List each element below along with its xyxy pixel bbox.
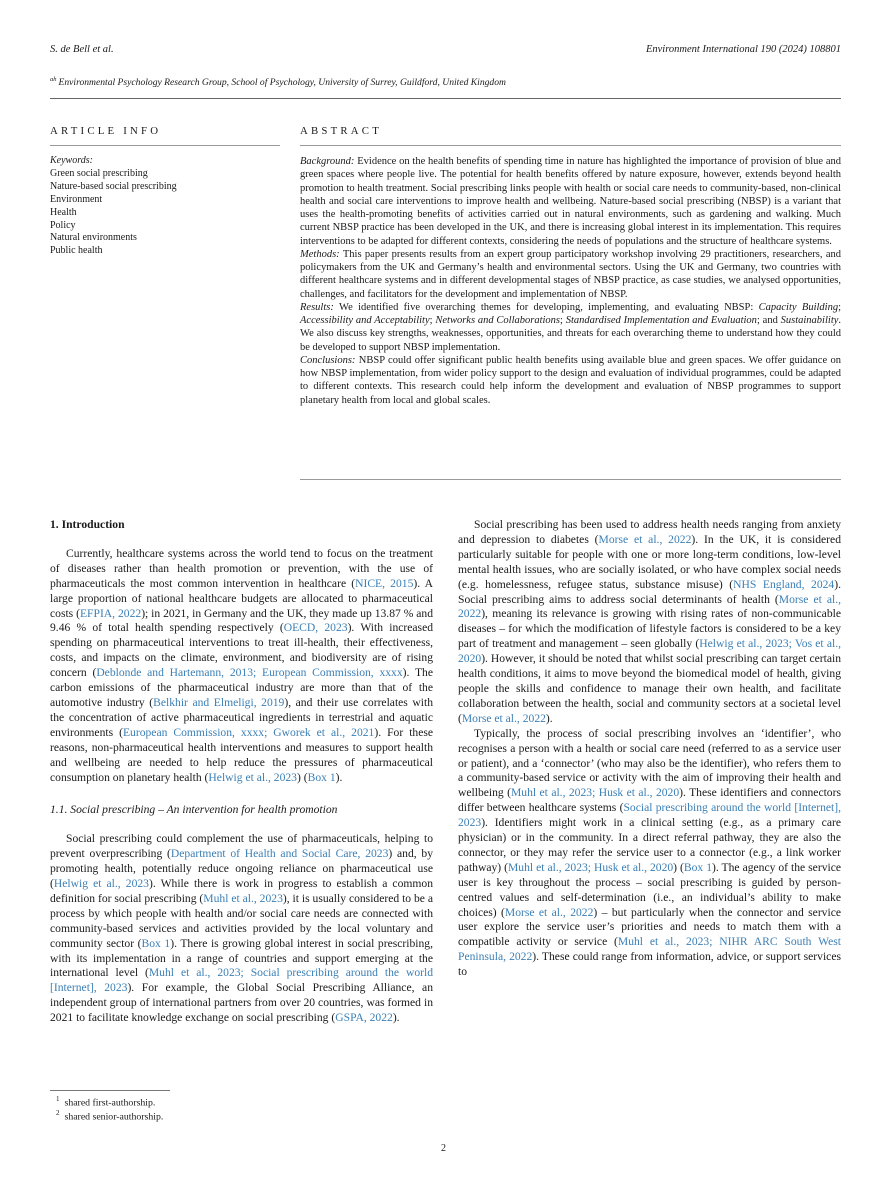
- citation-link[interactable]: OECD, 2023: [283, 621, 348, 635]
- paragraph: [50, 547, 433, 786]
- keyword-item: Natural environments: [50, 232, 137, 244]
- box-link[interactable]: Box 1: [683, 860, 713, 874]
- methods-label: Methods:: [300, 248, 340, 260]
- footnote-text: shared senior-authorship.: [64, 1111, 164, 1123]
- theme-networks: Networks and Collaborations: [435, 315, 561, 326]
- text: ) (: [673, 860, 684, 874]
- citation-link[interactable]: Helwig et al., 2023: [53, 877, 149, 891]
- citation-link[interactable]: Department of Health and Social Care, 2023: [170, 847, 389, 861]
- background-label: Background:: [300, 156, 355, 167]
- running-header-journal: Environment International 190 (2024) 108801: [645, 44, 841, 55]
- text: Social prescribing could complement the use of pharmaceuticals, helping to prevent overprescribing (: [50, 832, 433, 861]
- text: ) (: [296, 770, 308, 784]
- results-sep: ;: [560, 315, 566, 326]
- citation-link[interactable]: NHS England, 2024: [733, 577, 835, 591]
- text: ). However, it should be noted that whilst social prescribing can target certain health conditions, it aims to move beyond the biomedical model of health, giving people the skills and confidence to manage their own health, and facilitate collaboration between the health, social and community sectors at a societal level (: [458, 652, 841, 725]
- text: ); in 2021, in Germany and the UK, they made up 13.87 % and 9.46 % of total health spending respectively (: [50, 606, 434, 635]
- abstract-divider: [300, 145, 841, 146]
- text: ). For example, the Global Social Prescribing Alliance, an independent group of international partners from over 20 countries, was formed in 2021 to facilitate knowledge exchange on social prescribing (: [50, 981, 433, 1025]
- paragraph: [458, 518, 841, 727]
- text: ). The agency of the service user is key throughout the process – social prescribing is guided by person-centred values and self-determination (i.e., an individual’s ability to make choices) (: [458, 860, 842, 919]
- keyword-item: Public health: [50, 245, 103, 257]
- citation-link[interactable]: NICE, 2015: [355, 576, 414, 590]
- page-number: 2: [441, 1143, 446, 1154]
- footnote-1: [56, 1095, 155, 1108]
- results-sep: ; and: [756, 315, 781, 326]
- footnote-mark: 2: [56, 1109, 60, 1117]
- footnote-mark: 1: [56, 1095, 60, 1103]
- article-info-divider: [50, 145, 280, 146]
- keyword-item: Policy: [50, 219, 76, 231]
- methods-text: This paper presents results from an expert group participatory workshop involving 29 practitioners, researchers, and policymakers from the UK and Germany’s health and environmental sectors. Using the UK and Germany, two countries with different healthcare systems and in different developmental stages of NBSP practice, as case studies, we analysed opportunities, challenges, and facilitators for the development and implementation of NBSP.: [300, 248, 841, 300]
- text: ), meaning its relevance is growing with rising rates of non-communicable diseases – for which the modification of lifestyle factors is considered to be a key part of treatment and management – seen globally (: [458, 607, 841, 651]
- text: ). There is growing global interest in social prescribing, with its implementation in a range of countries and support emerging at the international level (: [50, 936, 433, 980]
- section-heading-introduction: 1. Introduction: [50, 518, 125, 531]
- text: Social prescribing has been used to address health needs ranging from anxiety and depression to diabetes (: [458, 518, 841, 546]
- keyword-item: Nature-based social prescribing: [50, 180, 177, 192]
- results-label: Results:: [300, 301, 334, 313]
- citation-link[interactable]: Deblonde and Hartemann, 2013; European Commission, xxxx: [96, 666, 403, 680]
- text: Currently, healthcare systems across the world tend to focus on the treatment of diseases rather than health promotion or prevention, with the use of pharmaceuticals the most common intervention in healthcare (: [50, 546, 433, 590]
- citation-link[interactable]: Muhl et al., 2023; Husk et al., 2020: [508, 860, 674, 874]
- running-header-authors: S. de Bell et al.: [50, 44, 114, 55]
- affiliation-text: Environmental Psychology Research Group, School of Psychology, University of Surrey, Guildford, United Kingdom: [58, 77, 506, 89]
- text: ). The carbon emissions of the pharmaceutical industry are more than that of the automotive industry (: [50, 666, 433, 709]
- affiliation-mark: ah: [50, 76, 57, 83]
- text: ). These identifiers and connectors differ between healthcare systems (: [458, 786, 841, 815]
- citation-link[interactable]: Morse et al., 2022: [504, 905, 594, 919]
- abstract-conclusions: [300, 354, 841, 407]
- body-column-right: [458, 518, 841, 980]
- footnote-text: shared first-authorship.: [64, 1097, 156, 1109]
- text: ). In the UK, it is considered particularly suitable for people with one or more long-term conditions, low-level mental health issues, who are socially isolated, or who have complex social needs (e.g. homelessness, refugee status, substance misuse) (: [458, 532, 841, 591]
- article-info-title: ARTICLE INFO: [50, 125, 162, 137]
- results-sep: ;: [429, 315, 436, 326]
- conclusions-label: Conclusions:: [300, 354, 356, 366]
- citation-link[interactable]: Morse et al., 2022: [461, 711, 546, 725]
- box-link[interactable]: Box 1: [307, 770, 336, 784]
- citation-link[interactable]: Social prescribing around the world [Internet], 2023: [458, 801, 842, 830]
- text: ).: [335, 770, 343, 784]
- header-divider: [50, 98, 841, 99]
- keywords-block: [50, 155, 280, 258]
- text: ) and, by promoting health, potentially reduce ongoing reliance on pharmaceutical use (: [50, 847, 433, 891]
- keyword-item: Green social prescribing: [50, 167, 148, 179]
- affiliation: [50, 76, 850, 88]
- keywords-label: Keywords:: [50, 155, 93, 166]
- citation-link[interactable]: Belkhir and Elmeligi, 2019: [153, 695, 285, 709]
- abstract-background: [300, 155, 841, 248]
- text: ) – but particularly when the connector and service user explore the service user’s priorities and needs to match them with a compatible activity or service (: [458, 905, 841, 949]
- citation-link[interactable]: Morse et al., 2022: [458, 592, 841, 621]
- citation-link[interactable]: Morse et al., 2022: [598, 532, 692, 546]
- theme-sustainability: Sustainability: [780, 315, 839, 326]
- abstract-title: ABSTRACT: [300, 125, 382, 137]
- abstract-results: [300, 301, 841, 354]
- body-column-left: [50, 518, 433, 1026]
- keyword-item: Health: [50, 206, 77, 218]
- citation-link[interactable]: European Commission, xxxx; Gworek et al., 2021: [122, 725, 375, 739]
- text: ). For these reasons, non-pharmaceutical health interventions and measures to support health and wellbeing are needed to help reduce the pressures of pharmaceutical consumption on planetary health (: [50, 725, 434, 784]
- text: ). These could range from information, advice, or support services to: [458, 950, 841, 979]
- text: ). Social prescribing aims to address social determinants of health (: [458, 577, 841, 606]
- subsection-heading-social-prescribing: 1.1. Social prescribing – An intervention for health promotion: [50, 803, 338, 817]
- box-link[interactable]: Box 1: [141, 936, 171, 950]
- footnote-divider: [50, 1090, 170, 1091]
- citation-link[interactable]: Muhl et al., 2023; Husk et al., 2020: [511, 786, 680, 800]
- paragraph: [458, 727, 841, 980]
- background-text: Evidence on the health benefits of spending time in nature has highlighted the importance of provision of blue and green spaces where people live. The potential for health benefits offered by nature exposure, however, extends beyond health promotion to health treatment. Social prescribing links people with health or social care needs to community-based, non-clinical health and social care interventions to improve health and wellbeing. Nature-based social prescribing (NBSP) is a variant that uses the health-promoting benefits of activities carried out in natural environments, such as gardening and walking. Much current NBSP practice has been developed in the UK, and there is increasing global interest in its implementation. This requires interventions to be adapted for different contexts, considering the needs of populations and the structure of healthcare systems.: [300, 156, 841, 247]
- conclusions-text: NBSP could offer significant public health benefits using available blue and green spaces. We offer guidance on how NBSP implementation, from wider policy support to the design and evaluation of individual programmes, could be adapted to different contexts. This research could help inform the development and evaluation of NBSP programmes to support planetary health from local and global scales.: [300, 354, 841, 406]
- results-text: We identified five overarching themes for developing, implementing, and evaluating NBSP:: [333, 301, 759, 313]
- citation-link[interactable]: Muhl et al., 2023: [203, 891, 283, 905]
- citation-link[interactable]: Muhl et al., 2023; NIHR ARC South West Peninsula, 2022: [458, 935, 841, 964]
- footnote-2: [56, 1109, 163, 1122]
- text: Typically, the process of social prescribing involves an ‘identifier’, who recognises a person with a health or social care need (referred to as a service user or patient), and a ‘connector’ (who may also be the identifier), who refers them to a community-based service or activity with the aim of improving their health and wellbeing (: [458, 726, 841, 800]
- text: ). With increased spending on pharmaceutical interventions to treat ill-health, their effectiveness, costs, and impacts on the climate, environment, and biodiversity are of rising concern (: [50, 621, 434, 680]
- paragraph: [50, 832, 433, 1026]
- citation-link[interactable]: Helwig et al., 2023: [208, 770, 297, 784]
- results-text-end: . We also discuss key strengths, weaknesses, opportunities, and threats for each overarching theme to understand how they could be developed to support NBSP implementation.: [300, 315, 842, 353]
- citation-link[interactable]: EFPIA, 2022: [79, 606, 142, 620]
- text: ). While there is work in progress to establish a common definition for social prescribing (: [50, 877, 433, 905]
- text: ).: [392, 1011, 400, 1025]
- keyword-item: Environment: [50, 193, 103, 205]
- text: ). Identifiers might work in a clinical setting (e.g., as a primary care physician) or in the community. In a direct referral pathway, they are also the connector, or they may refer the service user to a connector (e.g., a link worker pathway) (: [458, 816, 841, 874]
- theme-standardised: Standardised Implementation and Evaluation: [565, 315, 757, 326]
- abstract-methods: [300, 248, 841, 301]
- citation-link[interactable]: GSPA, 2022: [335, 1011, 393, 1025]
- theme-capacity-building: Capacity Building: [758, 301, 839, 313]
- citation-link[interactable]: Helwig et al., 2023; Vos et al., 2020: [458, 637, 841, 666]
- text: ), and their use correlates with the concentration of active pharmaceutical ingredients in terrestrial and aquatic environments (: [50, 695, 433, 739]
- abstract-body: [300, 155, 841, 407]
- text: ). A large proportion of national healthcare budgets are allocated to pharmaceutical costs (: [50, 576, 434, 620]
- abstract-bottom-divider: [300, 479, 841, 480]
- results-sep: ;: [838, 301, 841, 313]
- theme-accessibility: Accessibility and Acceptability: [300, 315, 430, 326]
- text: ), it is usually considered to be a process by which people with health and/or social care needs are connected with community-based services and activities provided by the local voluntary and community sector (: [50, 891, 433, 950]
- citation-link[interactable]: Muhl et al., 2023; Social prescribing around the world [Internet], 2023: [50, 966, 434, 995]
- text: ).: [545, 711, 553, 725]
